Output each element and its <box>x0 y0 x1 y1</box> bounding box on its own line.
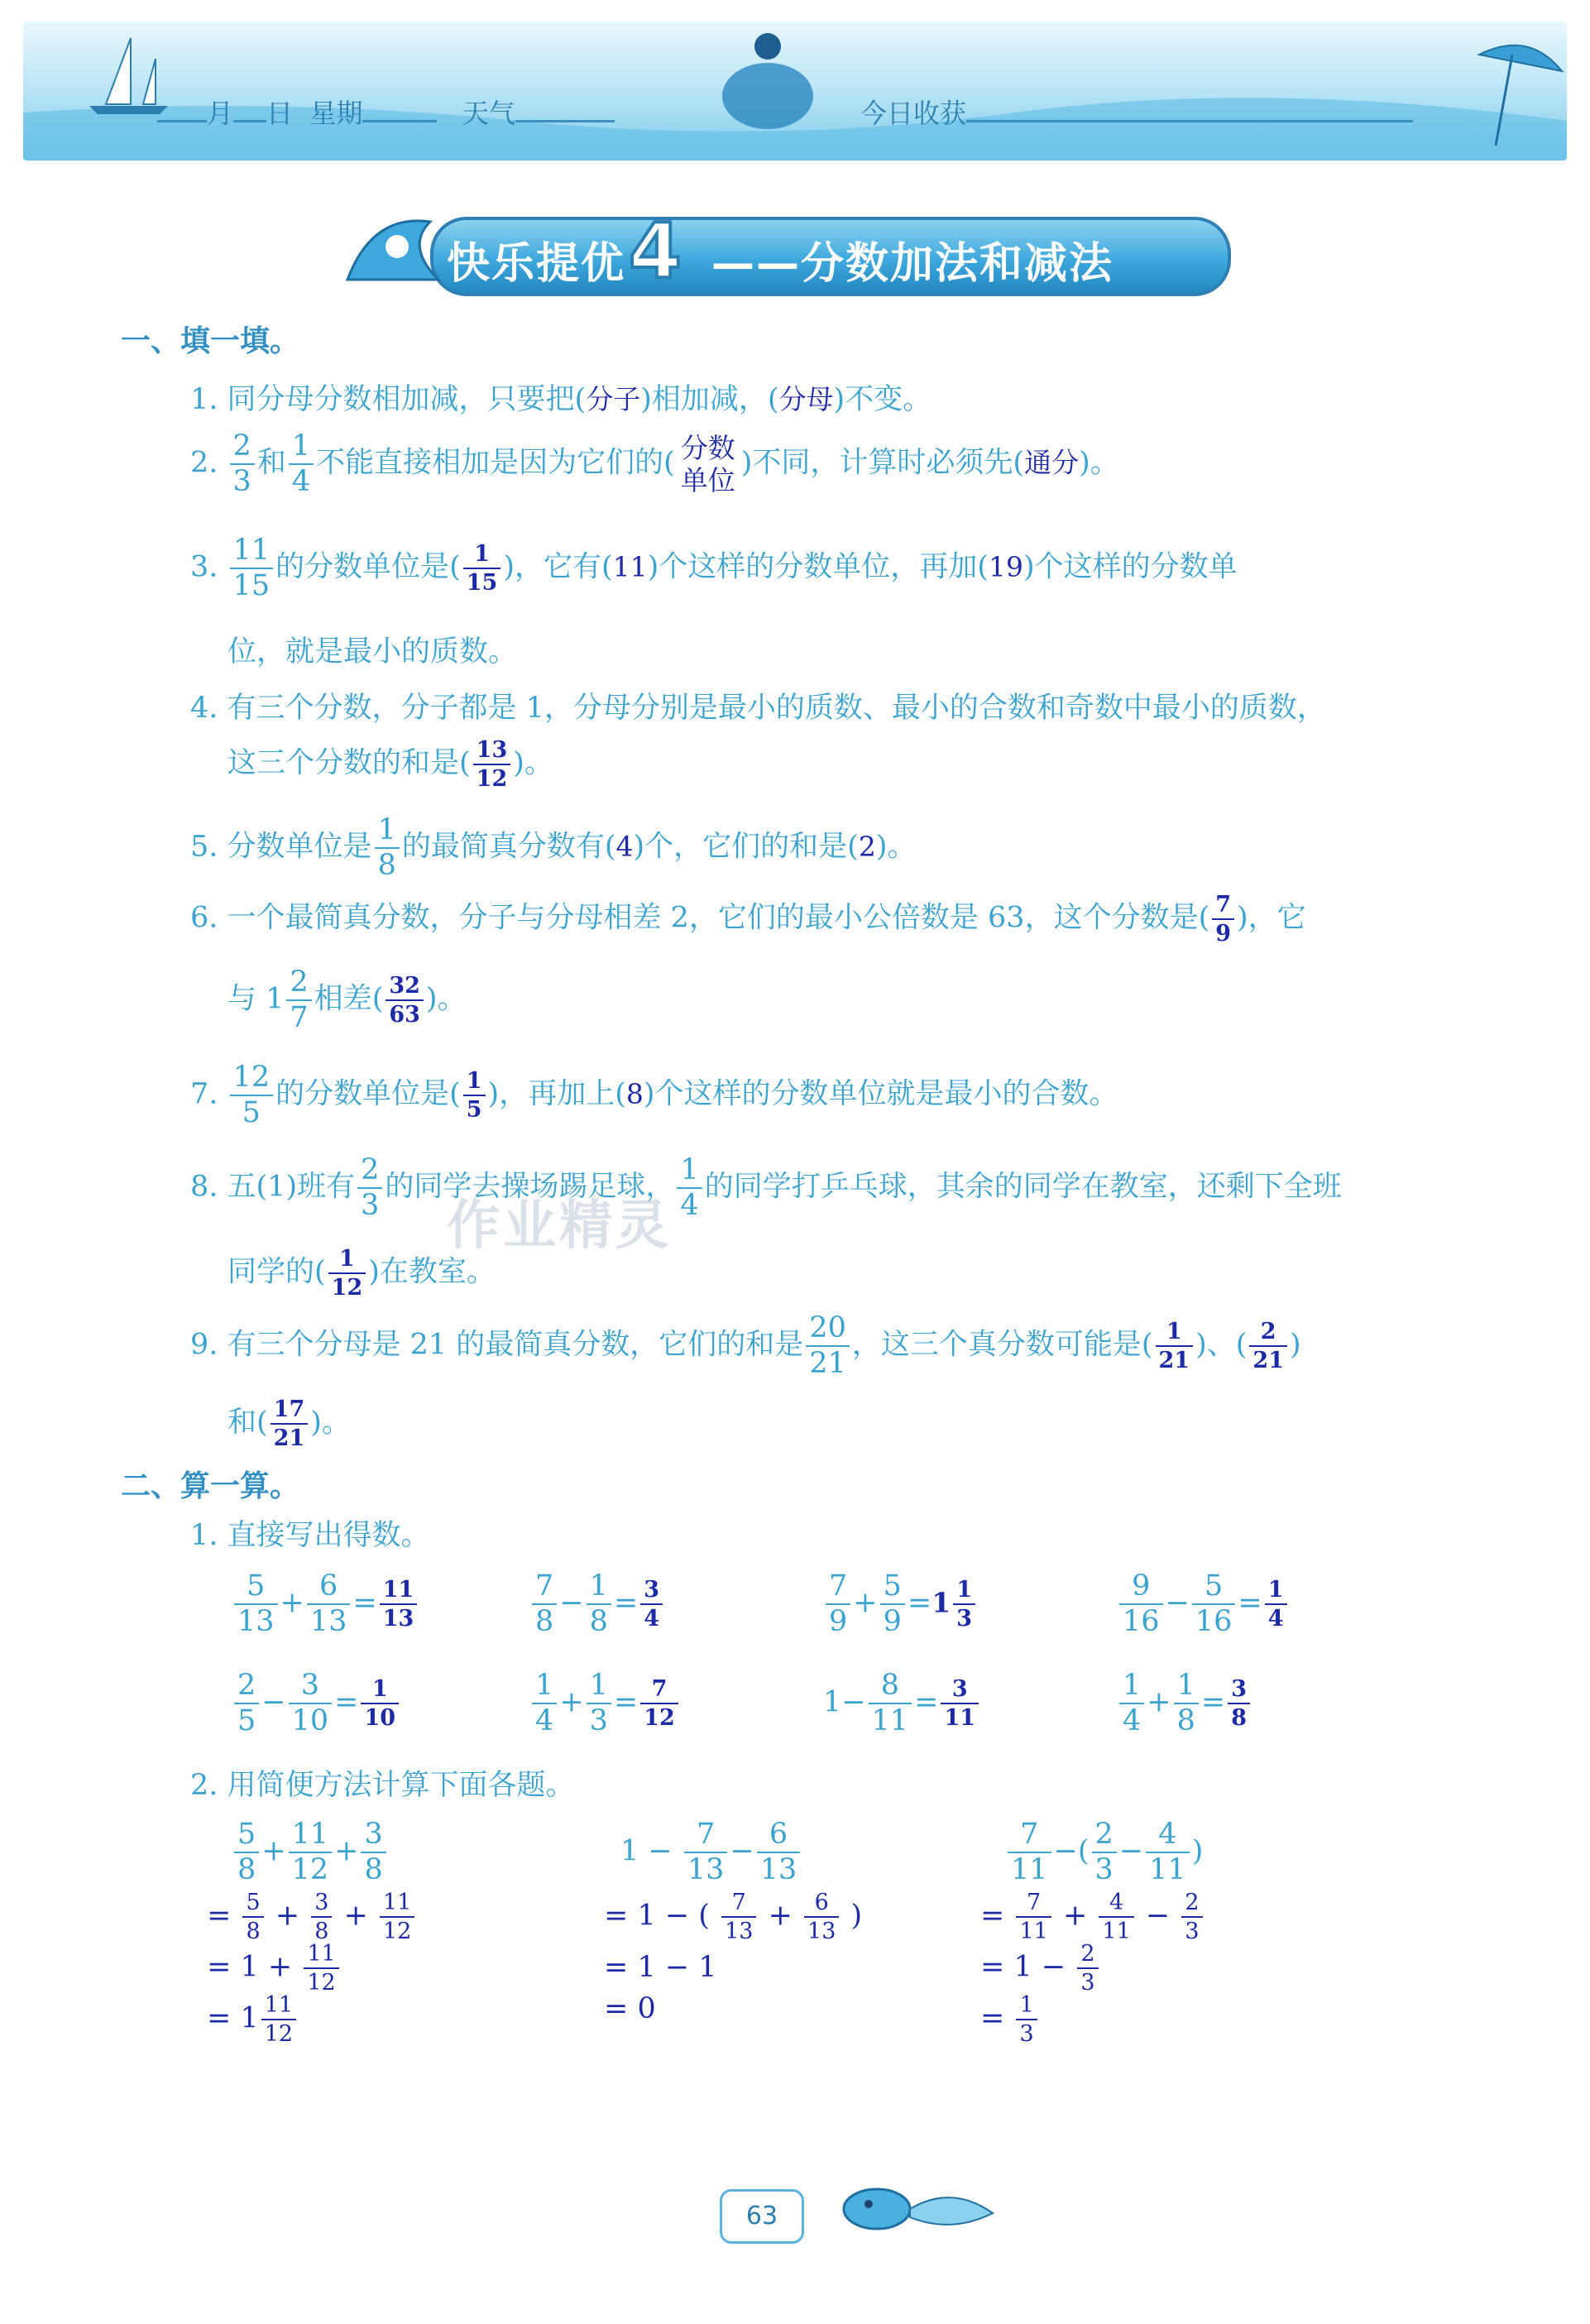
watermark: 作业精灵 <box>447 1196 672 1257</box>
answer: $\frac{1}{3}$ <box>953 1579 975 1630</box>
question-3-cont: 位，就是最小的质数。 <box>227 635 518 668</box>
question-4-cont: 这三个分数的和是( $\frac{13}{12}$ )。 <box>227 737 553 792</box>
header-banner <box>23 22 1567 161</box>
calc-step: = $\frac{1}{3}$ <box>980 1994 1205 2045</box>
calc-step: = 1 − $\frac{2}{3}$ <box>980 1943 1205 1994</box>
title-number: 4 <box>629 207 682 295</box>
question-8: 8. 五(1)班有 $\frac{2}{3}$ 的同学去操场踢足球， $\frac{1}{4}$ 的同学打乒乓球，其余的同学在教室，还剩下全班 <box>190 1153 1342 1222</box>
simple-calc-3 <box>980 1818 1205 2047</box>
answer: $\frac{3}{8}$ <box>1228 1678 1250 1729</box>
answer: $\frac{11}{13}$ <box>380 1579 418 1630</box>
weekday-label: 星期 <box>309 98 363 129</box>
question-4: 4. 有三个分数，分子都是 1，分母分别是最小的质数、最小的合数和奇数中最小的质数， <box>190 692 1326 725</box>
calc-step: = 1 + $\frac{11}{12}$ <box>207 1943 417 1994</box>
question-1: 1. 同分母分数相加减，只要把(分子)相加减，(分母)不变。 <box>190 383 932 416</box>
question-6-cont: 与 1 $\frac{2}{7}$ 相差( $\frac{32}{63}$ )。 <box>227 966 467 1034</box>
calc-step: = $\frac{5}{8}$ + $\frac{3}{8}$ + $\frac{11}{12}$ <box>207 1891 417 1943</box>
page-number: 63 <box>720 2189 804 2244</box>
simple-calc-1 <box>207 1818 417 2047</box>
sailboat-icon <box>106 38 131 104</box>
direct-calc-item: $\frac{7}{8}$ − $\frac{1}{8}$ = $\frac{3}{4}$ <box>529 1572 665 1636</box>
calc-step: = $\frac{7}{11}$ + $\frac{4}{11}$ − $\frac{2}{3}$ <box>980 1891 1205 1943</box>
answer: $\frac{3}{4}$ <box>640 1579 663 1630</box>
direct-calc-item: $\frac{5}{13}$ + $\frac{6}{13}$ = $\frac{11}{13}$ <box>232 1572 419 1636</box>
calc-question: $\frac{5}{8}$ + $\frac{11}{12}$ + $\frac{3}{8}$ <box>232 1820 417 1885</box>
subsection-2: 2. 用简便方法计算下面各题。 <box>190 1769 575 1802</box>
answer: $\frac{1}{4}$ <box>1265 1579 1287 1630</box>
question-2: 2. $\frac{2}{3}$ 和 $\frac{1}{4}$ 不能直接相加是因为它们的( 分数 单位 )不同，计算时必须先(通分)。 <box>190 429 1119 498</box>
calc-question: 1 − $\frac{7}{13}$ − $\frac{6}{13}$ <box>620 1820 862 1885</box>
answer: $\frac{3}{11}$ <box>941 1678 979 1729</box>
question-9-cont: 和( $\frac{17}{21}$ )。 <box>227 1397 351 1451</box>
calc-step: = 1 − 1 <box>604 1951 717 1984</box>
calc-step: = 1 − ( $\frac{7}{13}$ + $\frac{6}{13}$ ) <box>604 1890 863 1944</box>
dolphin-icon <box>722 63 813 129</box>
day-label: 日 <box>266 98 294 129</box>
date-fields <box>157 93 615 131</box>
question-3: 3. $\frac{11}{15}$ 的分数单位是( $\frac{1}{15}$ )，它有(11)个这样的分数单位，再加(19)个这样的分数单 <box>190 534 1238 602</box>
answer: $\frac{1}{10}$ <box>361 1678 399 1729</box>
umbrella-icon <box>1479 46 1562 71</box>
question-6: 6. 一个最简真分数，分子与分母相差 2，它们的最小公倍数是 63，这个分数是( $\frac{7}{9}$ )，它 <box>190 892 1306 946</box>
question-5: 5. 分数单位是 $\frac{1}{8}$ 的最简真分数有(4)个，它们的和是(2)。 <box>190 813 917 882</box>
calc-question: $\frac{7}{11}$ −( $\frac{2}{3}$ − $\frac{4}{11}$ ) <box>1005 1820 1205 1885</box>
sea-illustration <box>23 22 1567 161</box>
question-9: 9. 有三个分母是 21 的最简真分数，它们的和是 $\frac{20}{21}$ ，这三个真分数可能是( $\frac{1}{21}$ )、( $\frac{2}{21}$ ) <box>190 1311 1301 1380</box>
answer: 分母 <box>778 383 834 415</box>
answer: 分子 <box>586 383 641 415</box>
title-text: 快乐提优 <box>447 239 626 289</box>
question-7: 7. $\frac{12}{5}$ 的分数单位是( $\frac{1}{5}$ )，再加上(8)个这样的分数单位就是最小的合数。 <box>190 1061 1118 1129</box>
fish-wave-icon <box>811 2168 1026 2259</box>
calc-step: = 0 <box>604 1992 656 2025</box>
wave-dolphin-icon <box>339 197 455 296</box>
direct-calc-item: $\frac{7}{9}$ + $\frac{5}{9}$ =1 $\frac{1}{3}$ <box>823 1572 978 1636</box>
title-subject: ——分数加法和减法 <box>711 239 1114 289</box>
section-heading: 二、算一算。 <box>121 1469 300 1503</box>
direct-calc-item: $\frac{1}{4}$ + $\frac{1}{3}$ = $\frac{7}{12}$ <box>529 1671 681 1736</box>
harvest-field <box>860 93 1413 131</box>
calc-step: = 1 $\frac{11}{12}$ <box>207 1994 417 2045</box>
weather-label: 天气 <box>462 98 515 129</box>
answer: 通分 <box>1024 446 1080 479</box>
harvest-label: 今日收获 <box>860 98 967 129</box>
direct-calc-item: $\frac{9}{16}$ − $\frac{5}{16}$ = $\frac{1}{4}$ <box>1117 1572 1290 1636</box>
direct-calc-item: $\frac{1}{4}$ + $\frac{1}{8}$ = $\frac{3}{8}$ <box>1117 1671 1252 1736</box>
simple-calc-2 <box>604 1818 863 2025</box>
month-label: 月 <box>207 98 234 129</box>
subsection-1: 1. 直接写出得数。 <box>190 1519 430 1552</box>
answer: $\frac{7}{12}$ <box>640 1678 678 1729</box>
question-8-cont: 同学的( $\frac{1}{12}$ )在教室。 <box>227 1246 496 1301</box>
direct-calc-item: $\frac{2}{5}$ − $\frac{3}{10}$ = $\frac{1}{10}$ <box>232 1671 401 1736</box>
section-heading: 一、填一填。 <box>121 324 300 358</box>
direct-calc-item: 1− $\frac{8}{11}$ = $\frac{3}{11}$ <box>823 1671 981 1736</box>
